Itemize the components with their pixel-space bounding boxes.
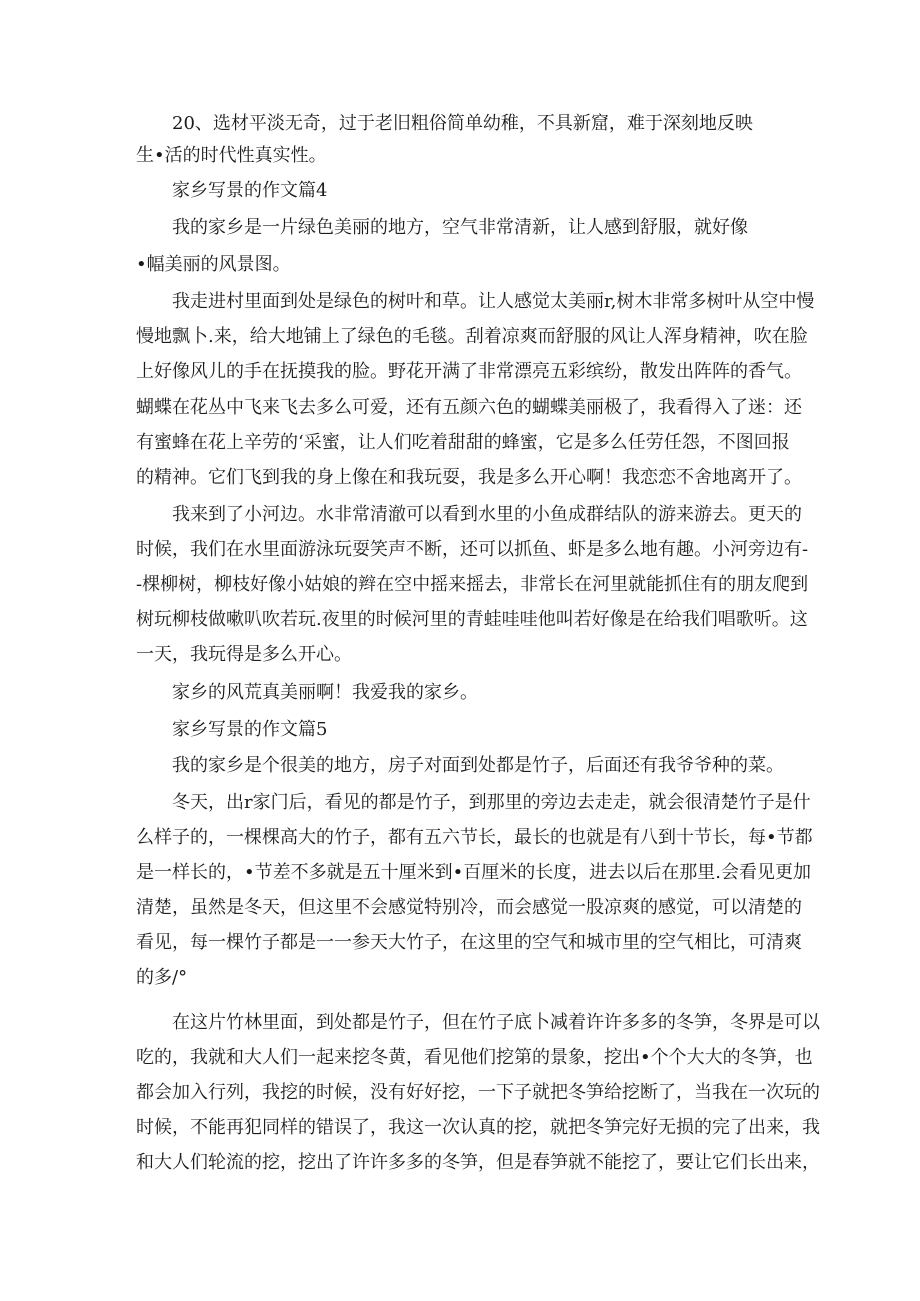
text-line: 20、选材平淡无奇，过于老旧粗俗简单幼稚，不具新窟，难于深刻地反映 (172, 113, 753, 134)
text-line: 吃的，我就和大人们一起来挖冬黄，看见他们挖第的景象，挖出•个个大大的冬笋，也 (136, 1047, 813, 1068)
text-line: 都会加入行列，我挖的时候，没有好好挖，一下子就把冬笋给挖断了，当我在一次玩的 (136, 1082, 820, 1103)
text-line: 和大人们轮流的挖，挖出了许许多多的冬笋，但是春笋就不能挖了，要让它们长出来， (136, 1152, 820, 1173)
text-line: 一天，我玩得是多么开心。 (136, 644, 352, 665)
text-line: 家乡的风荒真美丽啊！我爱我的家乡。 (172, 682, 478, 703)
text-line: 时候，不能再犯同样的错误了，我这一次认真的挖，就把冬笋完好无损的完了出来，我 (136, 1117, 820, 1138)
text-line: 时候，我们在水里面游泳玩耍笑声不断，还可以抓鱼、虾是多么地有趣。小河旁边有- (136, 539, 809, 560)
text-line: 的多/° (136, 967, 188, 988)
text-line: 蝴蝶在花丛中飞来飞去多么可爱，还有五颜六色的蝴蝶美丽极了，我看得入了迷：还 (136, 397, 802, 418)
section-heading: 家乡写景的作文篇4 (172, 180, 328, 201)
text-line: 冬天，出r家门后，看见的都是竹子，到那里的旁边去走走，就会很清楚竹子是什 (172, 792, 811, 813)
text-line: 在这片竹林里面，到处都是竹子，但在竹子底卜减着许许多多的冬笋，冬界是可以 (172, 1012, 820, 1033)
text-line: 清楚，虽然是冬天，但这里不会感觉特别冷，而会感觉一股凉爽的感觉，可以清楚的 (136, 897, 802, 918)
text-line: 的精神。它们飞到我的身上像在和我玩耍，我是多么开心啊！我恋恋不舍地离开了。 (136, 467, 802, 488)
section-heading: 家乡写景的作文篇5 (172, 719, 328, 740)
text-line: 有蜜蜂在花上辛劳的‘采蜜，让人们吃着甜甜的蜂蜜，它是多么任劳任怨，不图回报 (136, 432, 790, 453)
text-line: 上好像风儿的手在抚摸我的脸。野花开满了非常漂亮五彩缤纷，散发出阵阵的香气。 (136, 361, 802, 382)
text-line: 我来到了小河边。水非常清澈可以看到水里的小鱼成群结队的游来游去。更天的 (172, 504, 802, 525)
text-line: 我的家乡是个很美的地方，房子对面到处都是竹子，后面还有我爷爷种的菜。 (172, 755, 784, 776)
text-line: •幅美丽的风景图。 (136, 254, 291, 275)
text-line: 看见，每一棵竹子都是一一参天大竹子，在这里的空气和城市里的空气相比，可清爽 (136, 932, 802, 953)
text-line: 树玩柳枝做嗽叭吹若玩.夜里的时候河里的青蛙哇哇他叫若好像是在给我们唱歌听。这 (136, 609, 808, 630)
text-line: 是一样长的，•节差不多就是五十厘米到•百厘米的长度，进去以后在那里.会看见更加 (136, 862, 811, 883)
text-line: -棵柳树，柳枝好像小姑娘的辫在空中摇来摇去，非常长在河里就能抓住有的朋友爬到 (136, 574, 809, 595)
text-line: 么样子的，一棵棵高大的竹子，都有五六节长，最长的也就是有八到十节长，每•节都 (136, 827, 813, 848)
text-line: 我的家乡是一片绿色美丽的地方，空气非常清新，让人感到舒服，就好像 (172, 217, 748, 238)
text-line: 慢地飘卜.来，给大地铺上了绿色的毛毯。刮着凉爽而舒服的风让人浑身精神，吹在脸 (136, 326, 808, 347)
text-line: 我走进村里面到处是绿色的树叶和草。让人感觉太美丽r,树木非常多树叶从空中慢 (172, 291, 815, 312)
text-line: 生•活的时代性真实性。 (136, 145, 327, 166)
